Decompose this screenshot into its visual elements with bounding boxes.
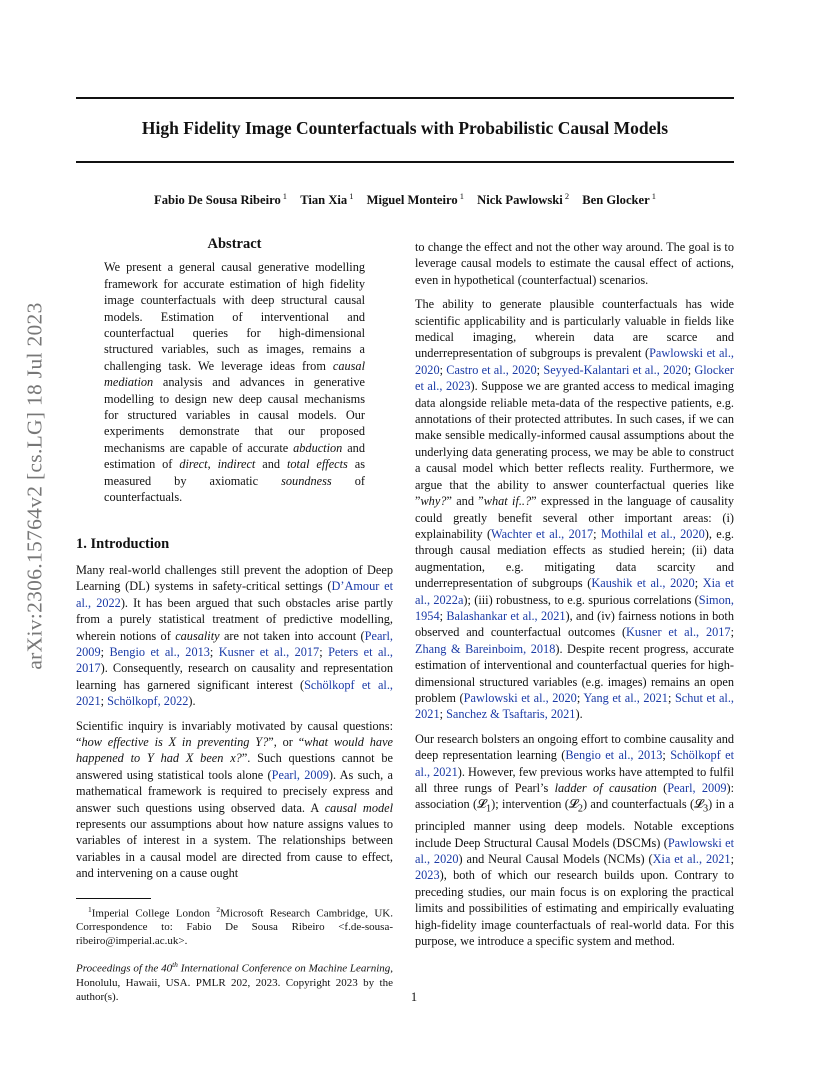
citation-link[interactable]: Wachter et al., 2017 bbox=[491, 526, 594, 541]
citation-link[interactable]: Pawlowski et al., 2020 bbox=[415, 346, 734, 377]
citation-link[interactable]: Pearl, 2009 bbox=[271, 767, 329, 782]
citation-link[interactable]: Xia et al., 2022a bbox=[415, 576, 734, 607]
author bbox=[300, 193, 353, 207]
citation-link[interactable]: Schut et al., 2021 bbox=[415, 690, 734, 722]
author-affiliation: 1 bbox=[282, 191, 288, 201]
author bbox=[154, 193, 287, 207]
intro-paragraph-2: Scientific inquiry is invariably motivated by causal questions: “how effective is X in preventing Y?”, or “what would have happened to Y had X been x?”. Such questions cannot be answered using statistical tools alone (Pearl, 2009). As such, a mathematical framework is required to precisely express and answer such questions using observed data. A causal model represents our assumptions about how nature assigns values to variables of interest in a system. The relationships between variables in a causal model are directed from cause to effect, and intervening on a cause ought bbox=[76, 718, 393, 881]
citation-link[interactable]: Castro et al., 2020 bbox=[446, 362, 537, 377]
citation-link[interactable]: Zhang & Bareinboim, 2018 bbox=[415, 641, 556, 656]
citation-link[interactable]: Bengio et al., 2013 bbox=[109, 644, 210, 659]
author bbox=[367, 193, 464, 207]
intro-paragraph-4: The ability to generate plausible counterfactuals has wide scientific applicability and is particularly valuable in fields like medical imaging, wherein data are scarce and underrepresentation of subgroups is prevalent (Pawlowski et al., 2020; Castro et al., 2020; Seyyed-Kalantari et al., 2020; Glocker et al., 2023). Suppose we are granted access to medical imaging data alongside reliable meta-data of the respective patients, e.g. annotations of their protected attributes. In such cases, if we can make sensible medically-informed causal assumptions about the underlying data generating process, we may be able to construct a causal model which better reflects reality. Furthermore, we argue that the ability to answer counterfactual queries like ”why?” and ”what if..?” expressed in the language of causality could greatly benefit several other important areas: (i) explainability (Wachter et al., 2017; Mothilal et al., 2020), e.g. through causal mediation effects as studied herein; (ii) data augmentation, e.g. mitigating data scarcity and underrepresentation of subgroups (Kaushik et al., 2020; Xia et al., 2022a); (iii) robustness, to e.g. spurious correlations (Simon, 1954; Balashankar et al., 2021), and (iv) fairness notions in both observed and counterfactual outcomes (Kusner et al., 2017; Zhang & Bareinboim, 2018). Despite recent progress, accurate estimation of interventional and counterfactual queries for high-dimensional structured variables (e.g. images) remains an open problem (Pawlowski et al., 2020; Yang et al., 2021; Schut et al., 2021; Sanchez & Tsaftaris, 2021). bbox=[415, 297, 734, 722]
intro-paragraph-5: Our research bolsters an ongoing effort to combine causality and deep representation learning (Bengio et al., 2013; Schölkopf et al., 2021). However, few previous works have attempted to fulfil all three rungs of Pearl’s ladder of causation (Pearl, 2009): association (𝓛$_1$); intervention (𝓛$_2$) and counterfactuals (𝓛$_3$) in a principled manner using deep models. Notable exceptions include Deep Structural Causal Models (DSCMs) (Pawlowski et al., 2020) and Neural Causal Models (NCMs) (Xia et al., 2021; 2023), both of which our research builds upon. Contrary to preceding studies, our main focus is on exploring the practical limits and possibilities of estimating and empirically evaluating high-fidelity image counterfactuals of real-world data. For this purpose, we introduce a specific system and method. bbox=[415, 731, 735, 949]
author-name: Ben Glocker bbox=[582, 193, 650, 208]
citation-link[interactable]: Schölkopf, 2022 bbox=[107, 694, 189, 709]
citation-link[interactable]: Bengio et al., 2013 bbox=[565, 748, 663, 763]
citation-link[interactable]: Pearl, 2009 bbox=[76, 628, 393, 659]
citation-link[interactable]: Kusner et al., 2017 bbox=[626, 625, 731, 640]
citation-link[interactable]: Kusner et al., 2017 bbox=[218, 644, 320, 659]
author bbox=[582, 193, 656, 207]
citation-link[interactable]: Simon, 1954 bbox=[415, 592, 734, 623]
proceedings-footnote: Proceedings of the 40th International Conference on Machine Learning, Honolulu, Hawaii, USA. PMLR 202, 2023. Copyright 2023 by the author(s). bbox=[76, 960, 393, 1003]
page-number: 1 bbox=[410, 990, 418, 1004]
title-rule-bottom bbox=[76, 161, 734, 163]
citation-link[interactable]: Schölkopf et al., 2021 bbox=[76, 677, 393, 709]
right-column bbox=[415, 239, 734, 958]
citation-link[interactable]: Balashankar et al., 2021 bbox=[446, 608, 566, 623]
author-name: Miguel Monteiro bbox=[366, 193, 458, 208]
author-list bbox=[76, 191, 734, 208]
citation-link[interactable]: D’Amour et al., 2022 bbox=[76, 579, 393, 610]
arxiv-identifier-stamp bbox=[20, 298, 50, 674]
author-affiliation: 2 bbox=[564, 191, 570, 201]
citation-link[interactable]: Peters et al., 2017 bbox=[76, 644, 393, 676]
footnotes bbox=[76, 898, 393, 1004]
author-name: Fabio De Sousa Ribeiro bbox=[154, 193, 281, 208]
introduction-heading: 1. Introduction bbox=[76, 535, 170, 552]
citation-link[interactable]: Pawlowski et al., 2020 bbox=[463, 690, 577, 705]
citation-link[interactable]: Yang et al., 2021 bbox=[583, 690, 668, 705]
citation-link[interactable]: Sanchez & Tsaftaris, 2021 bbox=[446, 707, 576, 722]
title-rule-top bbox=[76, 97, 734, 99]
arxiv-identifier-text: arXiv:2306.15764v2 [cs.LG] 18 Jul 2023 bbox=[22, 302, 47, 670]
author-affiliation: 1 bbox=[459, 191, 464, 201]
author bbox=[477, 193, 569, 207]
citation-link[interactable]: Kaushik et al., 2020 bbox=[591, 576, 695, 591]
citation-link[interactable]: Seyyed-Kalantari et al., 2020 bbox=[543, 362, 688, 377]
paper-title: High Fidelity Image Counterfactuals with Probabilistic Causal Models bbox=[141, 118, 669, 138]
author-name: Tian Xia bbox=[300, 193, 348, 208]
citation-link[interactable]: Pearl, 2009 bbox=[667, 781, 727, 795]
affiliation-footnote: $^1$Imperial College London $^2$Microsoft Research Cambridge, UK. Correspondence to: Fabio De Sousa Ribeiro <f.de-sousa-ribeiro@imperial.ac.uk>. bbox=[76, 904, 393, 948]
abstract-heading: Abstract bbox=[207, 236, 262, 252]
footnote-rule bbox=[76, 898, 151, 899]
citation-link[interactable]: Xia et al., 2021 bbox=[652, 852, 731, 867]
intro-paragraph-3: to change the effect and not the other way around. The goal is to leverage causal models to estimate the causal effect of actions, even in hypothetical (counterfactual) scenarios. bbox=[415, 240, 734, 287]
abstract-text: We present a general causal generative modelling framework for accurate estimation of high fidelity image counterfactuals with deep structural causal models. Estimation of interventional and counterfactual queries for high-dimensional structured variables, such as images, remains a challenging task. We leverage ideas from causal mediation analysis and advances in generative modelling to design new deep causal mechanisms for structured variables in causal models. Our experiments demonstrate that our proposed mechanisms are capable of accurate abduction and estimation of direct, indirect and total effects as measured by axiomatic soundness of counterfactuals. bbox=[104, 260, 366, 505]
citation-link[interactable]: Mothilal et al., 2020 bbox=[600, 526, 705, 541]
citation-link[interactable]: 2023 bbox=[415, 868, 440, 883]
citation-link[interactable]: Pawlowski et al., 2020 bbox=[415, 835, 734, 867]
left-column bbox=[76, 236, 393, 1014]
citation-link[interactable]: Schölkopf et al., 2021 bbox=[415, 748, 734, 779]
author-name: Nick Pawlowski bbox=[477, 193, 563, 208]
author-affiliation: 1 bbox=[651, 191, 656, 201]
author-affiliation: 1 bbox=[349, 191, 354, 201]
citation-link[interactable]: Glocker et al., 2023 bbox=[415, 362, 734, 394]
intro-paragraph-1: Many real-world challenges still prevent the adoption of Deep Learning (DL) systems in safety-critical settings (D’Amour et al., 2022). It has been argued that such obstacles arise partly from a purely statistical treatment of predictive modelling, wherein notions of causality are not taken into account (Pearl, 2009; Bengio et al., 2013; Kusner et al., 2017; Peters et al., 2017). Consequently, research on causality and representation learning has garnered significant interest (Schölkopf et al., 2021; Schölkopf, 2022). bbox=[76, 562, 393, 709]
